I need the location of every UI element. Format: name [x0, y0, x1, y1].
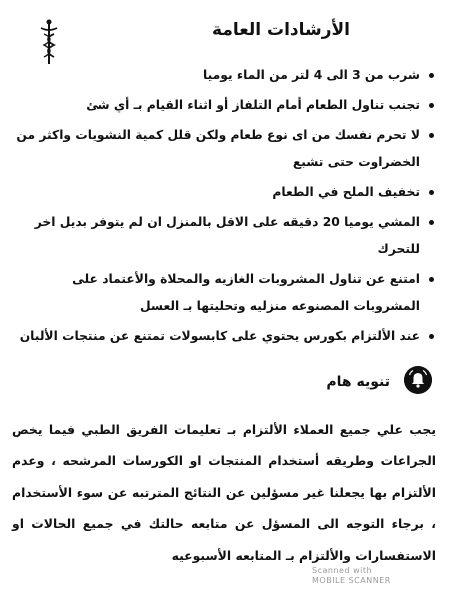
notice-title: تنويه هام: [326, 374, 390, 390]
list-item: المشي يوميا 20 دقيقه على الاقل بالمنزل ان لم يتوفر بديل اخر للتحرك: [16, 209, 436, 263]
notice-body: يجب علي جميع العملاء الألتزام بـ تعليمات الفريق الطبي فيما يخص الجراعات وطريقه أستخدام المنتجات او الكورسات المرشحه ، وعدم الألتزام بها يجعلنا غير مسؤلين عن النتائج المترتبه عن سوء الأستخدام ، برجاء التوجه الى المسؤل عن متابعه حالتك في جميع الحالات او الاستفسارات والألتزام بـ المتابعه الأسبوعيه: [12, 422, 436, 563]
guidelines-list: [16, 62, 436, 353]
scanner-watermark: [312, 566, 391, 586]
watermark-line: Scanned with: [312, 566, 373, 575]
list-item: تجنب تناول الطعام أمام التلفاز أو اثناء القيام بـ أي شئ: [16, 92, 436, 119]
watermark-line: MOBILE SCANNER: [312, 576, 391, 585]
list-item: عند الألتزام بكورس يحتوي على كابسولات تمتنع عن منتجات الألبان: [16, 323, 436, 350]
alarm-bell-icon: [404, 366, 432, 394]
page-title: الأرشادات العامة: [212, 20, 350, 40]
list-item: تخفيف الملح في الطعام: [16, 179, 436, 206]
caduceus-icon: [38, 18, 60, 66]
list-item: امتنع عن تناول المشروبات الغازيه والمحلاة والأعتماد على المشروبات المصنوعه منزليه وتحليتها بـ العسل: [16, 266, 436, 320]
list-item: شرب من 3 الى 4 لتر من الماء يوميا: [16, 62, 436, 89]
list-item: لا تحرم نفسك من اى نوع طعام ولكن قلل كمية النشويات واكثر من الخضراوت حتى تشبع: [16, 122, 436, 176]
